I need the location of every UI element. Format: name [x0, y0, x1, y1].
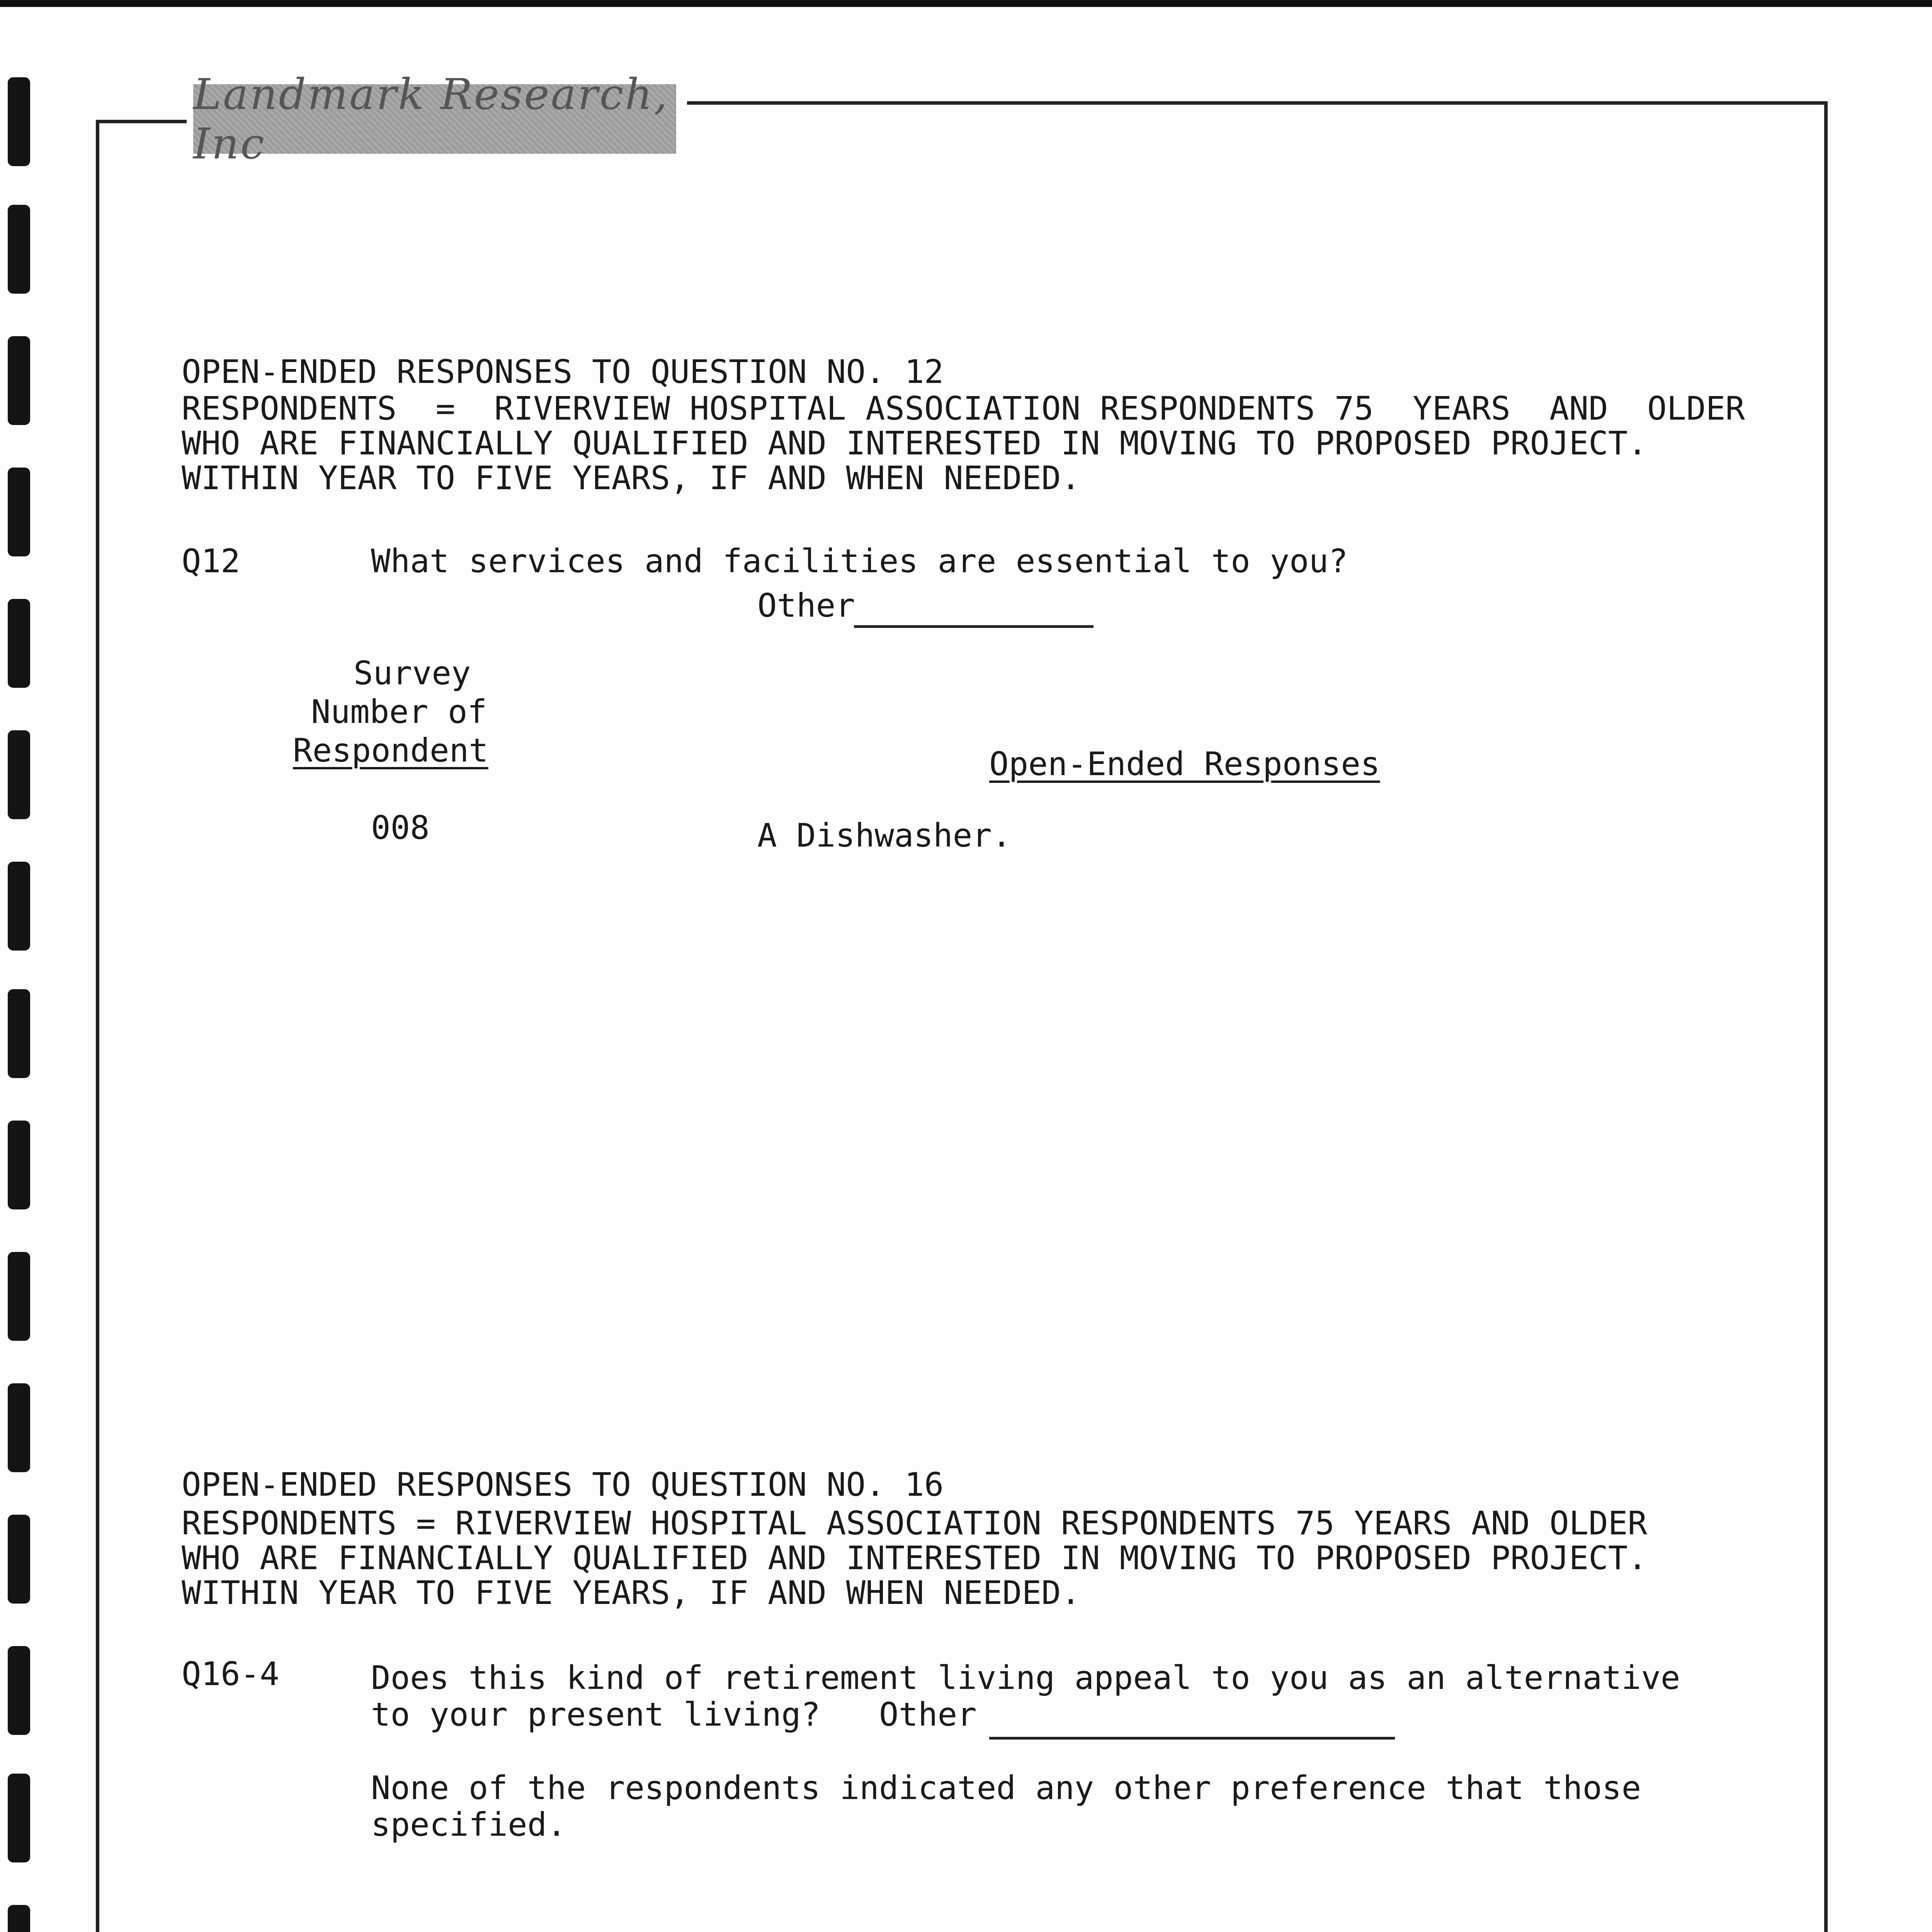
binding-hole: [8, 1774, 30, 1862]
question-text: Does this kind of retirement living appeal to you as an alternative: [371, 1659, 1680, 1697]
other-blank-line: [989, 1737, 1395, 1740]
question-text: to your present living? Other: [371, 1696, 977, 1733]
note-text: None of the respondents indicated any other preference that those: [371, 1769, 1641, 1807]
respondents-line: RESPONDENTS = RIVERVIEW HOSPITAL ASSOCIATION RESPONDENTS 75 YEARS AND OLDER: [182, 389, 1745, 427]
column-header-responses: Open-Ended Responses: [989, 745, 1380, 783]
section-heading: OPEN-ENDED RESPONSES TO QUESTION NO. 12: [182, 353, 944, 391]
binding-hole: [8, 77, 30, 166]
binding-hole: [8, 1646, 30, 1735]
binding-hole: [8, 1252, 30, 1341]
respondents-line: WITHIN YEAR TO FIVE YEARS, IF AND WHEN NEEDED.: [182, 459, 1081, 497]
frame-right: [1824, 101, 1828, 1932]
column-header-respondent: Respondent: [293, 731, 488, 769]
respondent-number: 008: [371, 809, 430, 847]
binding-hole: [8, 730, 30, 819]
question-id: Q16-4: [182, 1655, 279, 1693]
question-id: Q12: [182, 542, 240, 580]
respondents-line: WHO ARE FINANCIALLY QUALIFIED AND INTERESTED IN MOVING TO PROPOSED PROJECT.: [182, 1539, 1647, 1577]
binding-hole: [8, 205, 30, 294]
section-heading: OPEN-ENDED RESPONSES TO QUESTION NO. 16: [182, 1466, 944, 1503]
respondents-line: WITHIN YEAR TO FIVE YEARS, IF AND WHEN NEEDED.: [182, 1574, 1081, 1612]
question-text: What services and facilities are essential to you?: [371, 542, 1348, 580]
binding-hole: [8, 1383, 30, 1472]
binding-hole: [8, 1515, 30, 1604]
other-label: Other: [757, 587, 855, 624]
respondents-line: RESPONDENTS = RIVERVIEW HOSPITAL ASSOCIATION RESPONDENTS 75 YEARS AND OLDER: [182, 1504, 1647, 1542]
logo-text: Landmark Research, Inc: [193, 70, 669, 168]
respondents-line: WHO ARE FINANCIALLY QUALIFIED AND INTERESTED IN MOVING TO PROPOSED PROJECT.: [182, 424, 1647, 462]
column-header-respondent: Number of: [311, 693, 487, 731]
binding-hole: [8, 989, 30, 1078]
binding-hole: [8, 468, 30, 556]
page-top-edge: [0, 0, 1932, 7]
response-text: A Dishwasher.: [757, 816, 1012, 854]
binding-hole: [8, 862, 30, 951]
binding-hole: [8, 1905, 30, 1932]
binding-hole: [8, 599, 30, 688]
note-text: specified.: [371, 1806, 566, 1844]
frame-top-right: [687, 101, 1828, 105]
column-header-respondent: Survey: [354, 654, 471, 692]
binding-hole: [8, 336, 30, 425]
frame-top-left: [96, 120, 187, 123]
company-logo: [193, 70, 676, 168]
other-blank-line: [854, 625, 1094, 628]
frame-left: [96, 120, 99, 1932]
binding-hole: [8, 1121, 30, 1209]
